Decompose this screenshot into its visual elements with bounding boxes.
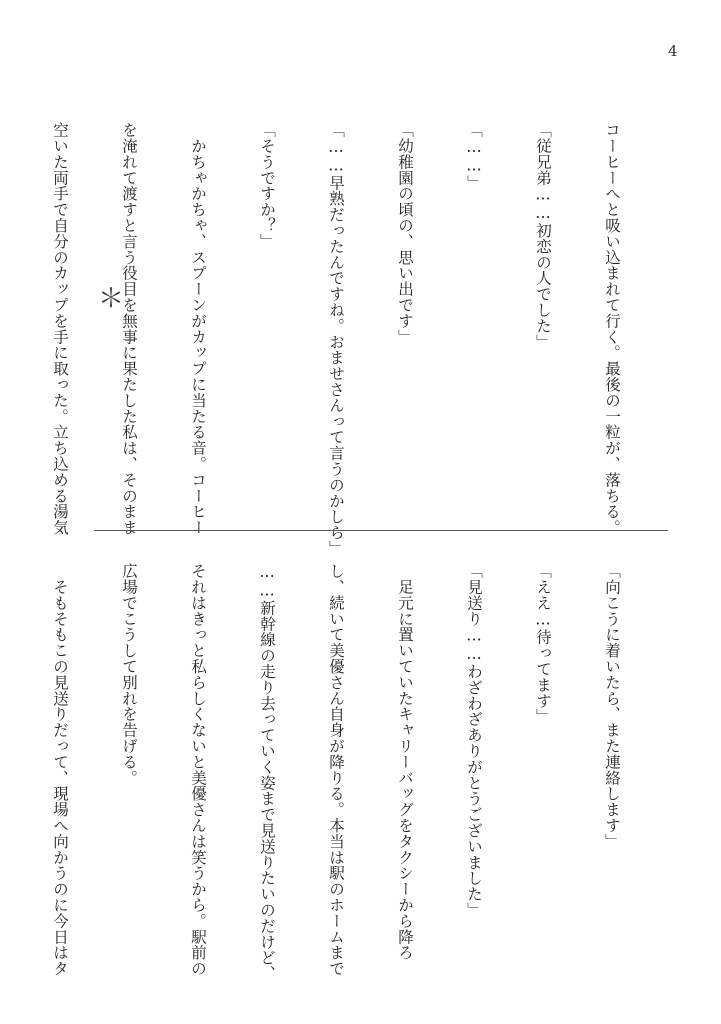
text-line bbox=[0, 122, 2, 490]
text-line: 「……早熟だったんですね。おませさんって言うのかしら」 bbox=[327, 122, 345, 557]
text-line: そもそもこの見送りだって、現場へ向かうのに今日はタ bbox=[51, 563, 69, 977]
text-line: 「幼稚園の頃の、思い出です」 bbox=[396, 122, 414, 345]
text-line: 空いた両手で自分のカップを手に取った。立ち込める湯気 bbox=[51, 122, 69, 536]
text-line: かちゃかちゃ、スプーンがカップに当たる音。コーヒー bbox=[189, 122, 207, 536]
section-break-mark: ＊ bbox=[98, 284, 125, 314]
top-text-block bbox=[51, 122, 669, 557]
text-line: 広場でこうして別れを告げる。 bbox=[120, 563, 138, 786]
bottom-text-block bbox=[51, 563, 669, 982]
text-line: 「ええ…待ってます」 bbox=[534, 563, 552, 725]
text-line: コーヒーへと吸い込まれて行く。最後の一粒が、落ちる。 bbox=[603, 122, 621, 536]
text-line: 「向こうに着いたら、また連絡します」 bbox=[603, 563, 621, 850]
page-number: 4 bbox=[668, 42, 678, 60]
text-line: を淹れて渡すと言う役目を無事に果たした私は、そのまま bbox=[120, 122, 138, 536]
text-line: 足元に置いていたキャリーバッグをタクシーから降ろ bbox=[396, 563, 414, 961]
text-line: 「見送り……わざわざありがとうございました」 bbox=[465, 563, 483, 918]
text-line: 「……」 bbox=[465, 122, 483, 191]
text-line: 「従兄弟……初恋の人でした」 bbox=[534, 122, 552, 350]
text-line bbox=[0, 563, 2, 981]
text-line: 「そうですか？」 bbox=[258, 122, 276, 250]
text-line: それはきっと私らしくないと美優さんは笑うから。駅前の bbox=[189, 563, 207, 977]
section-divider bbox=[94, 530, 668, 531]
text-line: し、続いて美優さん自身が降りる。本当は駅のホームまで bbox=[327, 563, 345, 977]
text-line: ……新幹線の走り去っていく姿まで見送りたいのだけど、 bbox=[258, 563, 276, 982]
